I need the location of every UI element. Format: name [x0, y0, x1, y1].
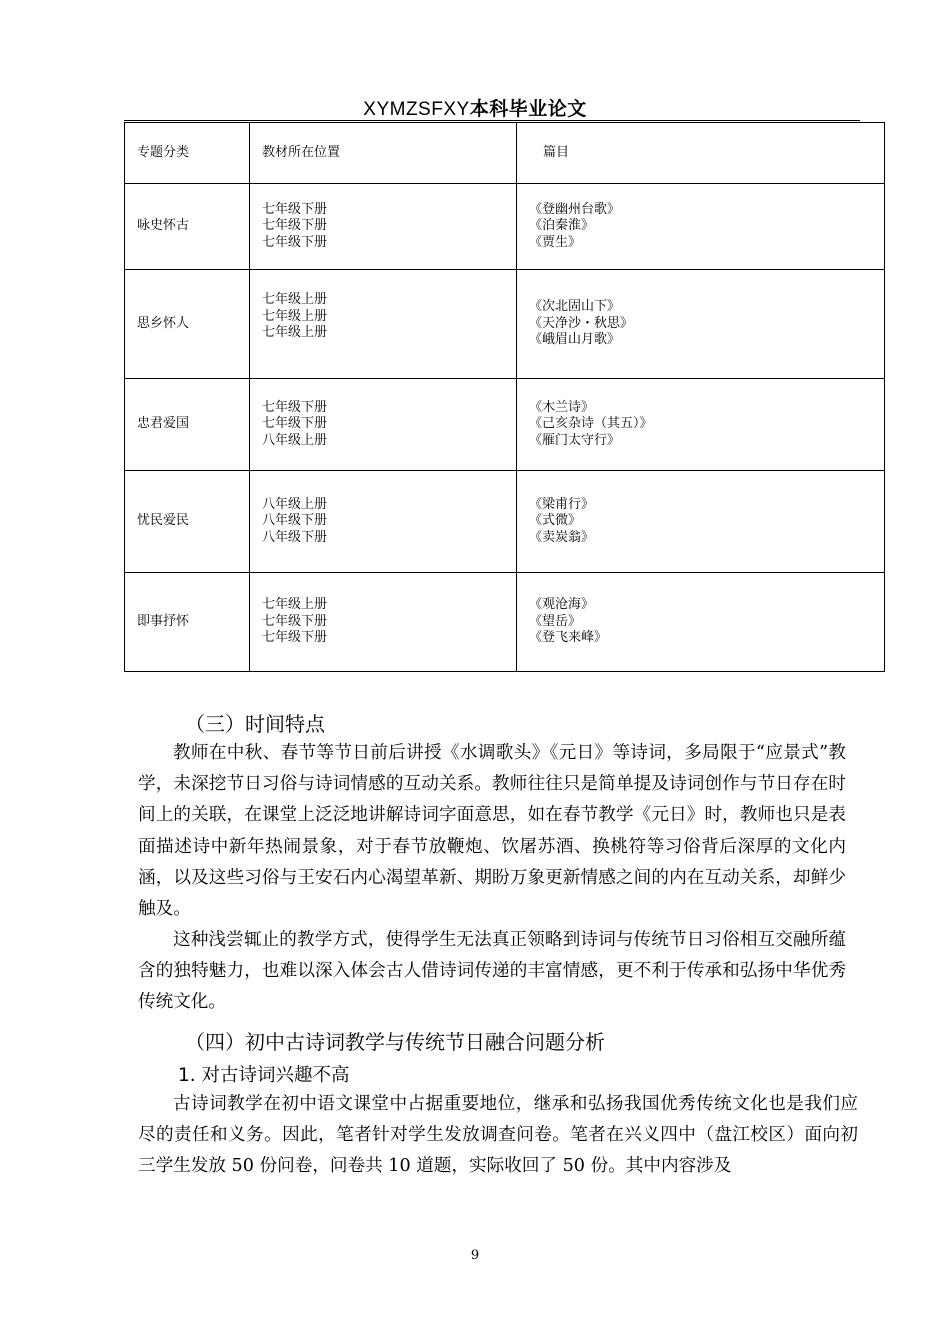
- subsection-heading: 1. 对古诗词兴趣不高: [178, 1065, 350, 1086]
- topic-table: [124, 122, 885, 672]
- column-header: 专题分类: [125, 123, 250, 184]
- page-number: 9: [470, 1248, 480, 1263]
- body-paragraph: 古诗词教学在初中语文课堂中占据重要地位，继承和弘扬我国优秀传统文化也是我们应尽的责任和义务。因此，笔者针对学生发放调查问卷。笔者在兴义四中（盘江校区）面向初三学生发放 50 份问卷，问卷共 10 道题，实际收回了 50 份。其中内容涉及: [138, 1094, 858, 1177]
- table-row: [125, 270, 885, 379]
- table-row: [125, 184, 885, 270]
- column-header: 教材所在位置: [250, 123, 517, 184]
- category-cell: 即事抒怀: [125, 573, 250, 672]
- location-cell: 七年级上册 七年级下册 七年级下册: [250, 573, 517, 672]
- location-cell: 七年级上册 七年级上册 七年级上册: [250, 270, 517, 379]
- location-cell: 八年级上册 八年级下册 八年级下册: [250, 471, 517, 573]
- category-cell: 咏史怀古: [125, 184, 250, 270]
- body-paragraph: 这种浅尝辄止的教学方式，使得学生无法真正领略到诗词与传统节日习俗相互交融所蕴含的独特魅力，也难以深入体会古人借诗词传递的丰富情感，更不利于传承和弘扬中华优秀传统文化。: [138, 930, 846, 1013]
- table-header-row: [125, 123, 885, 184]
- location-cell: 七年级下册 七年级下册 七年级下册: [250, 184, 517, 270]
- works-cell: 《木兰诗》 《己亥杂诗（其五）》 《雁门太守行》: [517, 379, 885, 471]
- section-heading: （四）初中古诗词教学与传统节日融合问题分析: [185, 1030, 605, 1054]
- location-cell: 七年级下册 七年级下册 八年级上册: [250, 379, 517, 471]
- table-row: [125, 573, 885, 672]
- column-header: 篇目: [517, 123, 885, 184]
- body-paragraph: 教师在中秋、春节等节日前后讲授《水调歌头》《元日》等诗词，多局限于“应景式”教学，未深挖节日习俗与诗词情感的互动关系。教师往往只是简单提及诗词创作与节日存在时间上的关联，在课堂上泛泛地讲解诗词字面意思，如在春节教学《元日》时，教师也只是表面描述诗中新年热闹景象，对于春节放鞭炮、饮屠苏酒、换桃符等习俗背后深厚的文化内涵，以及这些习俗与王安石内心渴望革新、期盼万象更新情感之间的内在互动关系，却鲜少触及。: [138, 743, 846, 920]
- header-rule: [124, 120, 860, 121]
- header-code: XYMZSFXY: [363, 99, 470, 120]
- table-row: [125, 379, 885, 471]
- category-cell: 忧民爱民: [125, 471, 250, 573]
- works-cell: 《登幽州台歌》 《泊秦淮》 《贾生》: [517, 184, 885, 270]
- running-header: [0, 94, 950, 121]
- works-cell: 《观沧海》 《望岳》 《登飞来峰》: [517, 573, 885, 672]
- header-title: 本科毕业论文: [469, 98, 587, 120]
- category-cell: 忠君爱国: [125, 379, 250, 471]
- section-heading: （三）时间特点: [185, 712, 325, 736]
- table-row: [125, 471, 885, 573]
- category-cell: 思乡怀人: [125, 270, 250, 379]
- works-cell: 《梁甫行》 《式微》 《卖炭翁》: [517, 471, 885, 573]
- works-cell: 《次北固山下》 《天净沙・秋思》 《峨眉山月歌》: [517, 270, 885, 379]
